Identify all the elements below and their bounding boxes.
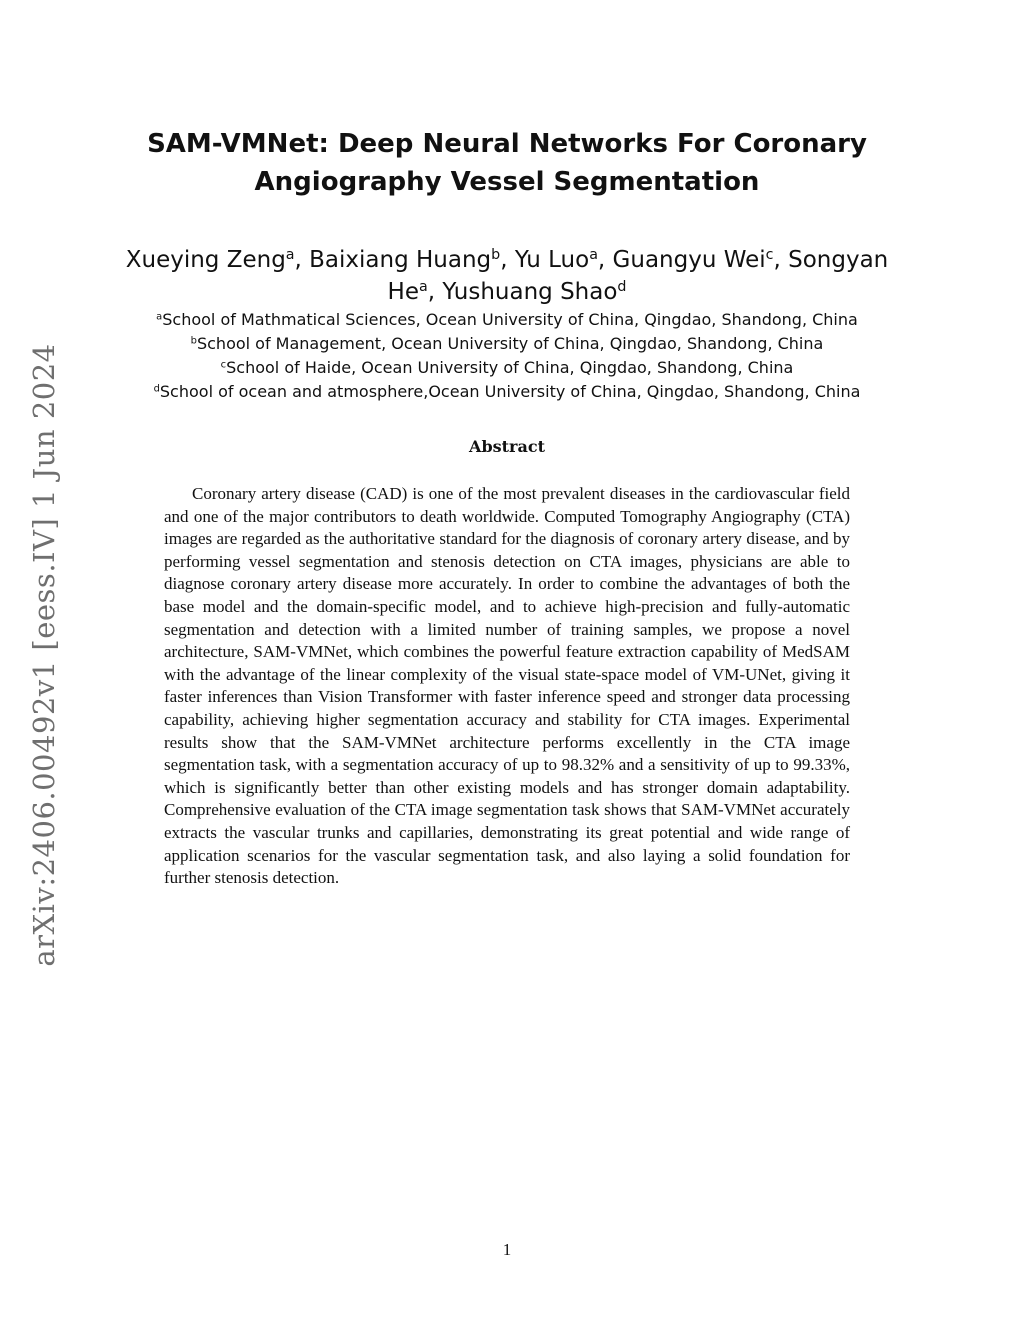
author-name: , Songyan [773,247,889,273]
author-affiliation-mark: a [589,247,598,264]
affiliation-text: School of Mathmatical Sciences, Ocean University of China, Qingdao, Shandong, China [162,310,858,329]
author-name: , Guangyu Wei [597,247,766,273]
title-line-2: Angiography Vessel Segmentation [254,167,760,197]
author-affiliation-mark: d [617,279,627,296]
affiliation-text: School of Haide, Ocean University of China, Qingdao, Shandong, China [226,358,794,377]
abstract-body: Coronary artery disease (CAD) is one of the most prevalent diseases in the cardiovascular field and one of the major contributors to death worldwide. Computed Tomography Angiography (CTA) images are regarded as the authoritative standard for the diagnosis of coronary artery disease, and by performing vessel segmentation and stenosis detection on CTA images, physicians are able to diagnose coronary artery disease more accurately. In order to combine the advantages of both the base model and the domain-specific model, and to achieve high-precision and fully-automatic segmentation and detection with a limited number of training samples, we propose a novel architecture, SAM-VMNet, which combines the powerful feature extraction capability of MedSAM with the advantage of the linear complexity of the visual state-space model of VM-UNet, giving it faster inferences than Vision Transformer with faster inference speed and stronger data processing capability, achieving higher segmentation accuracy and stability for CTA images. Experimental results show that the SAM-VMNet architecture performs excellently in the CTA image segmentation task, with a segmentation accuracy of up to 98.32% and a sensitivity of up to 99.33%, which is significantly better than other existing models and has stronger domain adaptability. Comprehensive evaluation of the CTA image segmentation task shows that SAM-VMNet accurately extracts the vascular trunks and capillaries, demonstrating its great potential and wide range of application scenarios for the vascular segmentation task, and also laying a solid foundation for further stenosis detection. [164,484,850,888]
author-line-2 [100,276,914,308]
author-name: , Baixiang Huang [294,247,492,273]
author-affiliation-mark: c [765,247,774,264]
page-number: 1 [502,1240,512,1259]
affiliation-mark: b [190,335,197,347]
author-affiliation-mark: a [419,279,428,296]
affiliation-a [100,308,914,332]
title-line-1: SAM-VMNet: Deep Neural Networks For Coronary [147,129,867,159]
affiliation-mark: d [153,383,160,395]
author-name: Xueying Zeng [125,247,286,273]
abstract-heading: Abstract [469,437,545,456]
affiliation-text: School of Management, Ocean University of China, Qingdao, Shandong, China [196,334,824,353]
author-name: , Yushuang Shao [427,279,618,305]
author-list [100,244,914,308]
author-affiliation-mark: a [285,247,295,264]
affiliation-c [100,356,914,380]
author-name: , Yu Luo [500,247,590,273]
affiliation-list [100,308,914,404]
affiliation-mark: a [156,311,163,323]
paper-title [112,125,902,201]
affiliation-text: School of ocean and atmosphere,Ocean University of China, Qingdao, Shandong, China [159,382,861,401]
arxiv-identifier: arXiv:2406.00492v1 [eess.IV] 1 Jun 2024 [27,343,61,967]
affiliation-b [100,332,914,356]
affiliation-d [100,380,914,404]
affiliation-mark: c [220,359,227,371]
author-name: He [387,279,419,305]
author-line-1 [100,244,914,276]
author-affiliation-mark: b [491,247,501,264]
